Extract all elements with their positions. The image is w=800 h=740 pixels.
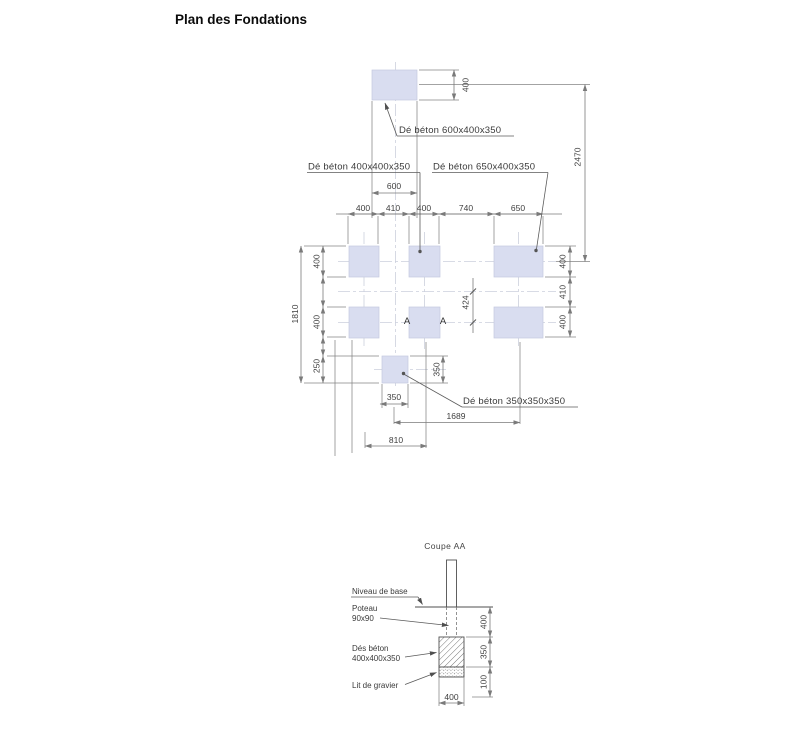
dim-right-total-2470: 2470: [572, 147, 583, 167]
post-outline: [447, 560, 457, 607]
dim-span-1689: 1689: [446, 411, 466, 421]
page-title: Plan des Fondations: [175, 12, 308, 27]
dim-top-width-600: 600: [386, 181, 402, 191]
dim-small-width-350: 350: [386, 392, 402, 402]
leader-dot-350: [402, 372, 405, 375]
dim-top-block-height: 400: [460, 77, 471, 93]
label-des-beton: Dés béton: [352, 644, 389, 653]
leader-dot-650: [534, 249, 537, 252]
dim-chain-400b: 400: [416, 203, 432, 213]
dim-span-810: 810: [388, 435, 404, 445]
footing-r2c1: [349, 307, 379, 338]
footing-r2c2: [409, 307, 440, 338]
dim-right-410: 410: [557, 284, 568, 300]
section-labels: [351, 587, 449, 690]
dim-left-400a: 400: [311, 254, 322, 269]
footing-small-350: [382, 356, 408, 383]
dim-left-250: 250: [311, 358, 322, 374]
concrete-block-hatched: [439, 637, 464, 667]
dim-section-width-400: 400: [444, 692, 459, 702]
section-marker-a-right: A: [439, 316, 447, 327]
label-poteau: Poteau: [352, 604, 378, 613]
dim-left-total-1810: 1810: [290, 304, 300, 324]
footing-r2c3-650: [494, 307, 543, 338]
dim-left-400b: 400: [311, 314, 322, 330]
dim-section-400: 400: [478, 614, 489, 630]
footing-r1c2: [409, 246, 440, 277]
dim-chain-650: 650: [510, 203, 526, 213]
label-de-beton-400: Dé béton 400x400x350: [308, 161, 411, 173]
label-poteau-size: 90x90: [352, 614, 374, 623]
dim-right-400b: 400: [557, 314, 568, 330]
dim-chain-400a: 400: [355, 203, 371, 213]
dim-right-400a: 400: [557, 254, 568, 269]
label-niveau-de-base: Niveau de base: [352, 587, 408, 596]
dim-axis-424: 424: [460, 295, 471, 310]
gravel-bed: [439, 667, 464, 677]
dim-section-350: 350: [478, 644, 489, 660]
label-de-beton-600: Dé béton 600x400x350: [399, 125, 502, 136]
label-lit-de-gravier: Lit de gravier: [352, 681, 399, 690]
footing-r1c1: [349, 246, 379, 277]
dim-section-100: 100: [478, 674, 489, 690]
label-de-beton-350: Dé béton 350x350x350: [463, 396, 566, 407]
section-marker-a-left: A: [403, 316, 411, 327]
dim-chain-410: 410: [385, 203, 401, 213]
label-des-beton-size: 400x400x350: [352, 654, 401, 663]
plan-view: [290, 62, 590, 456]
label-de-beton-650: Dé béton 650x400x350: [433, 161, 536, 173]
section-view: [351, 541, 493, 706]
section-title: Coupe AA: [424, 541, 466, 551]
footing-top-600x400: [372, 70, 417, 100]
dim-small-height-350: 350: [431, 362, 442, 377]
leader-dot-400: [418, 250, 421, 253]
dim-chain-740: 740: [458, 203, 474, 213]
